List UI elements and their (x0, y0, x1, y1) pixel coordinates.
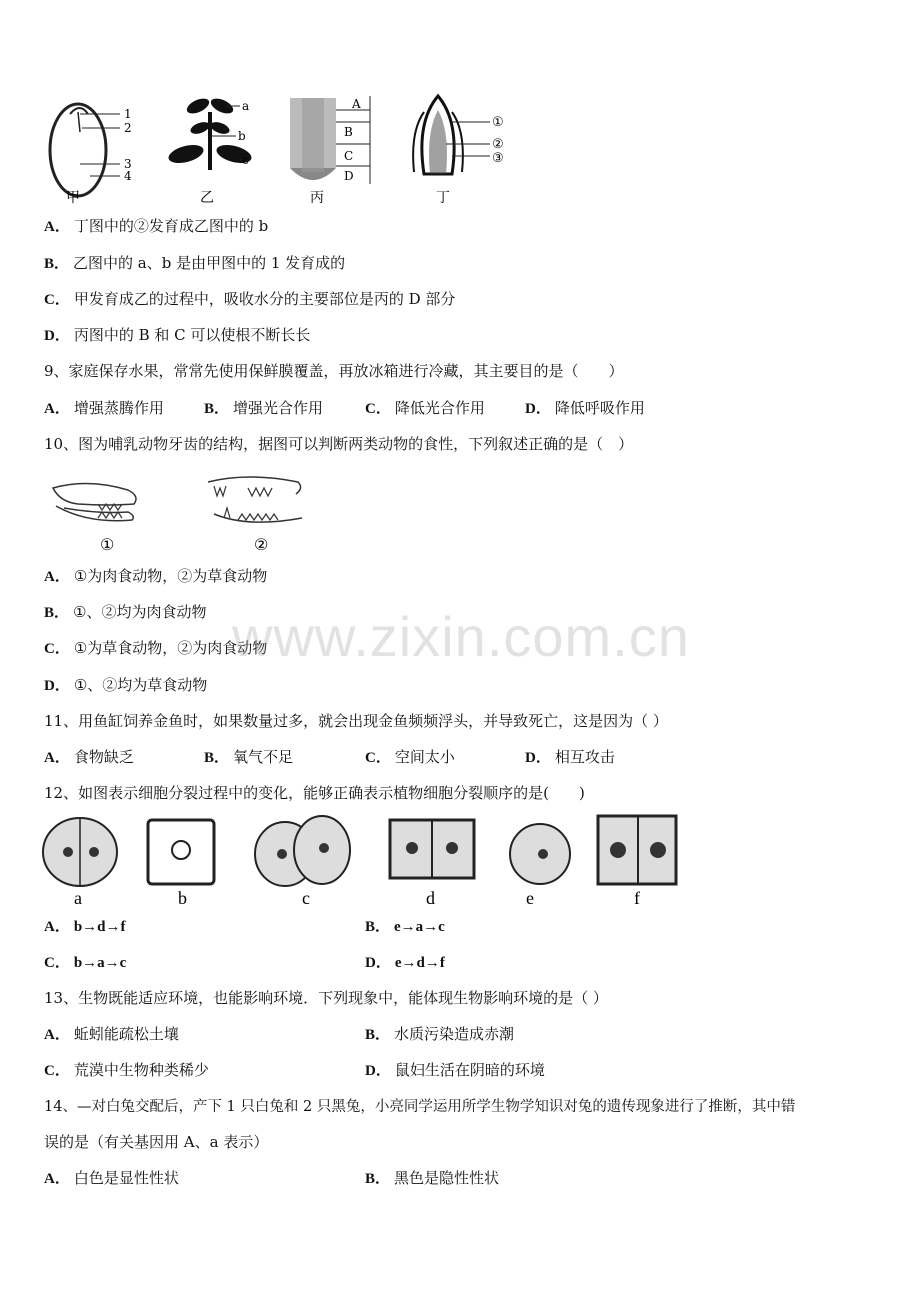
q10-option-a: A． ①为肉食动物，②为草食动物 (44, 567, 268, 585)
q9-stem: 9、家庭保存水果，常常先使用保鲜膜覆盖，再放冰箱进行冷藏，其主要目的是（ ） (44, 362, 624, 380)
watermark: www.zixin.com.cn (232, 605, 690, 668)
q13-option-b: B． 水质污染造成赤潮 (365, 1025, 515, 1043)
cell-a (43, 818, 117, 908)
caption-bing: 丙 (310, 190, 324, 206)
label-bing-A: A (352, 97, 361, 111)
label-jia-2: 2 (124, 121, 132, 135)
q9-option-a: A． 增强蒸腾作用 (44, 399, 164, 417)
q12-option-c: C． b→a→c (44, 955, 127, 971)
q12-option-b: B． e→a→c (365, 919, 445, 935)
cell-label-f: f (634, 888, 640, 908)
q8-option-b: B． 乙图中的 a、b 是由甲图中的 1 发育成的 (44, 254, 346, 272)
q14-stem-line2: 误的是（有关基因用 A、a 表示） (44, 1133, 269, 1151)
cell-label-b: b (178, 888, 187, 908)
q12-option-d: D． e→d→f (365, 955, 445, 971)
figure-seed-development (40, 92, 530, 207)
cell-d (390, 820, 474, 908)
cell-e (510, 824, 570, 908)
q14-stem-line1: 14、—对白兔交配后，产下 1 只白兔和 2 只黑兔，小亮同学运用所学生物学知识对兔的遗传现象进行了推断，其中错 (44, 1099, 796, 1115)
q9-option-b: B． 增强光合作用 (204, 399, 324, 417)
root-tip-diagram-bing (290, 96, 370, 206)
q10-option-b: B． ①、②均为肉食动物 (44, 603, 207, 621)
cell-label-d: d (426, 888, 435, 908)
label-yi-c: c (242, 153, 249, 167)
caption-jia: 甲 (66, 190, 80, 206)
q13-option-c: C． 荒漠中生物种类稀少 (44, 1061, 209, 1079)
label-jia-1: 1 (124, 107, 132, 121)
label-ding-3: ③ (492, 151, 504, 166)
seedling-diagram-yi (167, 95, 254, 206)
q14-option-b: B． 黑色是隐性性状 (365, 1169, 500, 1187)
herbivore-skull-1 (53, 483, 136, 554)
q10-option-c: C． ①为草食动物，②为肉食动物 (44, 639, 268, 657)
cell-c (255, 816, 350, 908)
q12-stem: 12、如图表示细胞分裂过程中的变化，能够正确表示植物细胞分裂顺序的是( ) (44, 784, 585, 802)
figure-teeth (48, 470, 318, 555)
teeth-label-2: ② (254, 535, 269, 554)
q10-stem: 10、图为哺乳动物牙齿的结构，据图可以判断两类动物的食性，下列叙述正确的是（ ） (44, 435, 634, 453)
q13-option-a: A． 蚯蚓能疏松土壤 (44, 1025, 179, 1043)
q11-option-a: A． 食物缺乏 (44, 748, 134, 766)
q8-option-c: C． 甲发育成乙的过程中，吸收水分的主要部位是丙的 D 部分 (44, 290, 456, 308)
label-yi-b: b (238, 129, 246, 143)
q13-option-d: D． 鼠妇生活在阴暗的环境 (365, 1061, 545, 1079)
cell-label-e: e (526, 888, 534, 908)
label-bing-D: D (344, 169, 354, 183)
q13-stem: 13、生物既能适应环境，也能影响环境．下列现象中，能体现生物影响环境的是（ ） (44, 989, 608, 1007)
cell-f (598, 816, 676, 908)
label-bing-B: B (344, 125, 353, 139)
label-bing-C: C (344, 149, 354, 163)
q11-option-c: C． 空间太小 (365, 748, 455, 766)
bud-diagram-ding (413, 96, 504, 206)
q8-option-a: A． 丁图中的②发育成乙图中的 b (44, 217, 269, 235)
caption-yi: 乙 (200, 190, 214, 206)
q12-option-a: A． b→d→f (44, 919, 126, 935)
label-jia-4: 4 (124, 169, 132, 183)
cell-b (148, 820, 214, 908)
carnivore-skull-2 (208, 477, 302, 554)
q14-option-a: A． 白色是显性性状 (44, 1169, 179, 1187)
label-jia-3: 3 (124, 157, 132, 171)
seed-diagram-jia (50, 104, 132, 206)
q8-option-d: D． 丙图中的 B 和 C 可以使根不断长长 (44, 326, 311, 344)
label-ding-2: ② (492, 137, 504, 152)
q11-option-d: D． 相互攻击 (525, 748, 615, 766)
q11-option-b: B． 氧气不足 (204, 748, 294, 766)
label-yi-a: a (242, 99, 250, 113)
label-ding-1: ① (492, 115, 504, 130)
caption-ding: 丁 (436, 190, 450, 206)
q10-option-d: D． ①、②均为草食动物 (44, 676, 208, 694)
figure-cell-division (40, 812, 690, 912)
q11-stem: 11、用鱼缸饲养金鱼时，如果数量过多，就会出现金鱼频频浮头，并导致死亡，这是因为（ ） (44, 712, 668, 730)
q9-option-c: C． 降低光合作用 (365, 399, 485, 417)
cell-label-a: a (74, 888, 82, 908)
q9-option-d: D． 降低呼吸作用 (525, 399, 645, 417)
cell-label-c: c (302, 888, 310, 908)
teeth-label-1: ① (100, 535, 115, 554)
